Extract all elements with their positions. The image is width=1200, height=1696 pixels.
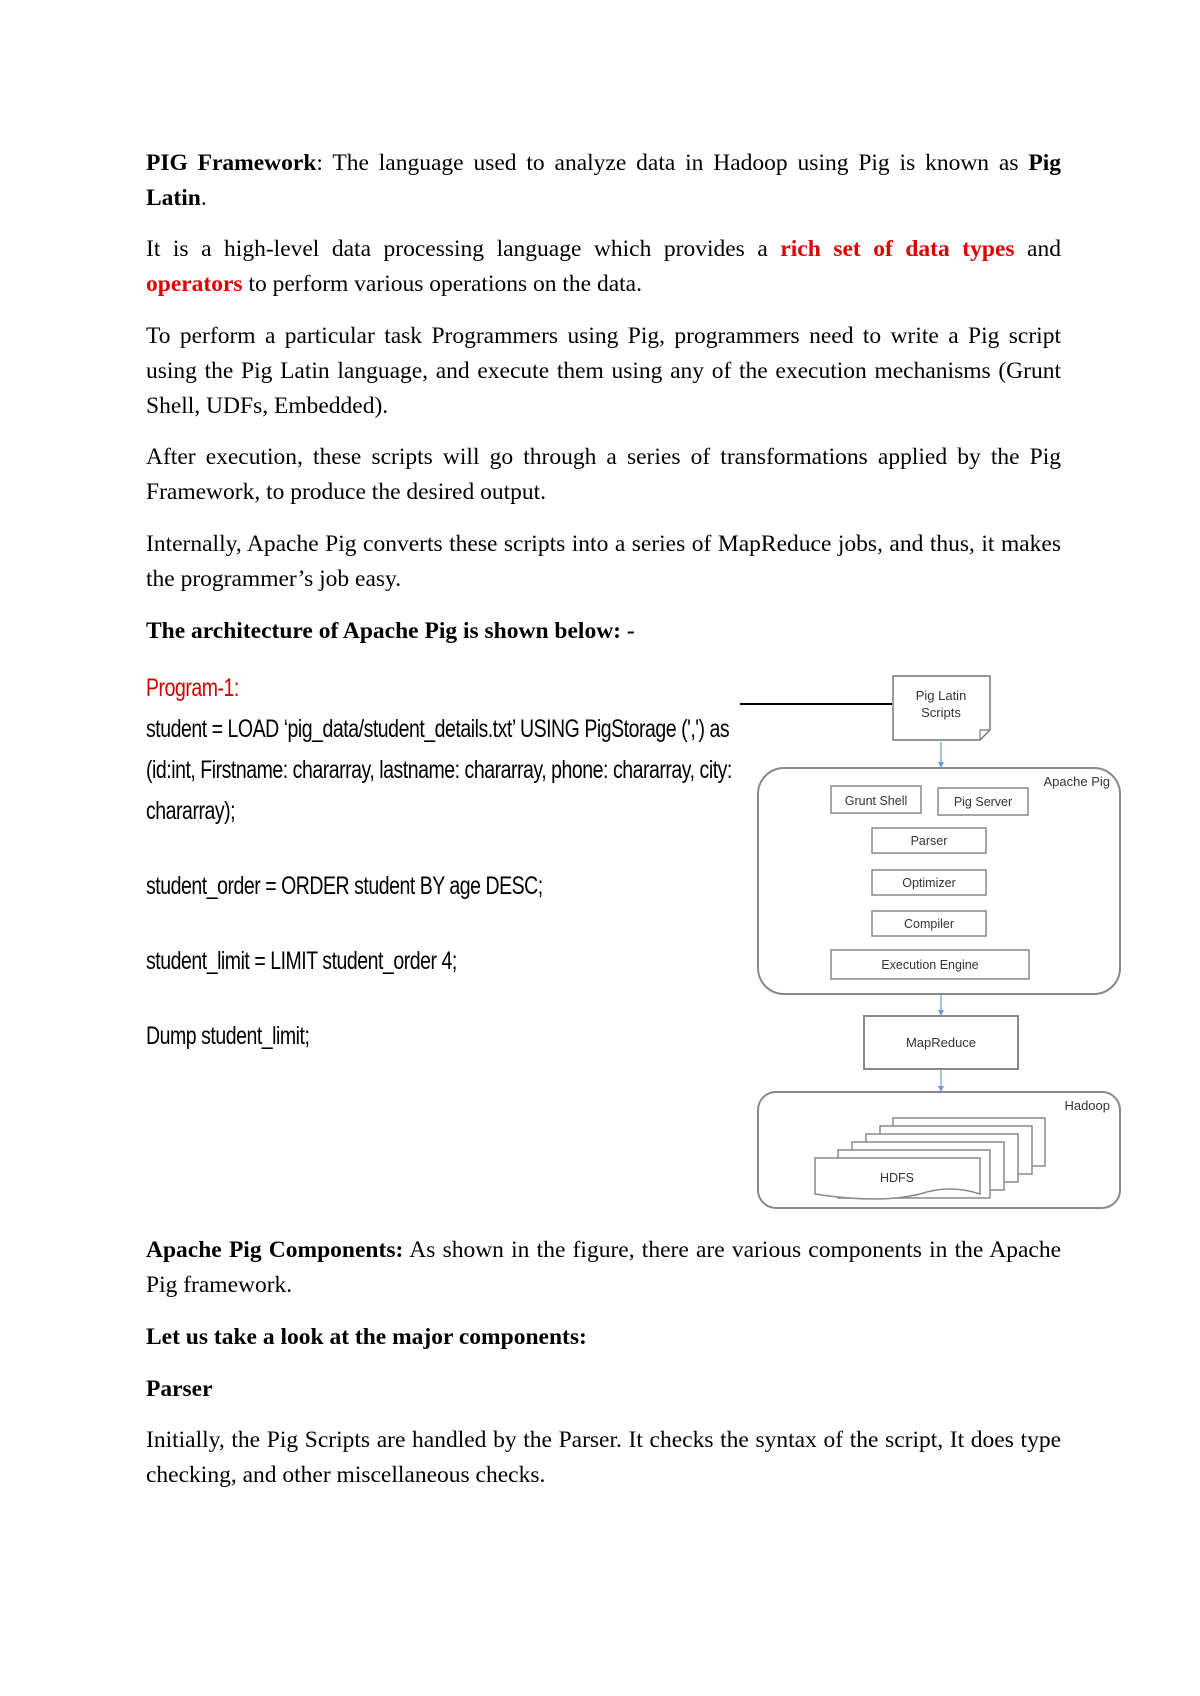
term-apache-pig-components: Apache Pig Components: — [146, 1237, 404, 1263]
compiler-label: Compiler — [903, 917, 955, 931]
hadoop-label: Hadoop — [1064, 1098, 1110, 1113]
term-pig-latin: Pig Latin — [146, 150, 1061, 211]
code-line: student_order = ORDER student BY age DESC; — [146, 872, 543, 900]
highlight-operators: operators — [146, 271, 243, 297]
term-pig-framework: PIG Framework — [146, 150, 317, 176]
scripts-label: Pig Latin — [915, 688, 967, 703]
grunt-shell-label: Grunt Shell — [844, 794, 908, 808]
text-span: It is a high-level data processing language which provides a — [146, 236, 781, 262]
paragraph-perform-task: To perform a particular task Programmers using Pig, programmers need to write a Pig script using the Pig Latin language, and execute them using any of the execution mechanisms (Grunt Shell, UDFs, Embedded). — [146, 323, 1061, 419]
code-line: Dump student_limit; — [146, 1022, 310, 1050]
text-span: to perform various operations on the data. — [242, 271, 642, 297]
hdfs-label: HDFS — [879, 1171, 915, 1185]
text-span: : The language used to analyze data in Hadoop using Pig is known as — [316, 150, 1029, 176]
code-line: student_limit = LIMIT student_order 4; — [146, 947, 457, 975]
major-components-heading: Let us take a look at the major components: — [146, 1324, 587, 1350]
parser-label: Parser — [910, 834, 948, 848]
code-line: (id:int, Firstname: chararray, lastname: chararray, phone: chararray, city: — [146, 756, 732, 784]
text-span: As shown in the figure, there are various components in the Apache Pig framework. — [146, 1237, 1061, 1298]
code-line: student = LOAD ‘pig_data/student_details.txt’ USING PigStorage (',') as — [146, 715, 730, 743]
paragraph-internally: Internally, Apache Pig converts these scripts into a series of MapReduce jobs, and thus, it makes the programmer’s job easy. — [146, 531, 1061, 592]
text-span: . — [200, 185, 207, 211]
mapreduce-label: MapReduce — [905, 1035, 977, 1050]
execution-engine-label: Execution Engine — [881, 958, 979, 972]
paragraph-parser: Initially, the Pig Scripts are handled by the Parser. It checks the syntax of the script, It does type checking, and other miscellaneous checks. — [146, 1427, 1061, 1488]
pig-server-label: Pig Server — [953, 795, 1013, 809]
apache-pig-label: Apache Pig — [1043, 774, 1110, 789]
architecture-heading: The architecture of Apache Pig is shown below: - — [146, 618, 635, 644]
parser-heading: Parser — [146, 1376, 213, 1402]
text-span: and — [1014, 236, 1061, 262]
highlight-data-types: rich set of data types — [780, 236, 1015, 262]
code-title: Program-1: — [146, 674, 239, 702]
scripts-label: Scripts — [921, 705, 961, 720]
optimizer-label: Optimizer — [902, 876, 956, 890]
paragraph-after-execution: After execution, these scripts will go through a series of transformations applied by the Pig Framework, to produce the desired output. — [146, 444, 1061, 505]
paragraph-components — [146, 1233, 1061, 1303]
code-line: chararray); — [146, 797, 236, 825]
